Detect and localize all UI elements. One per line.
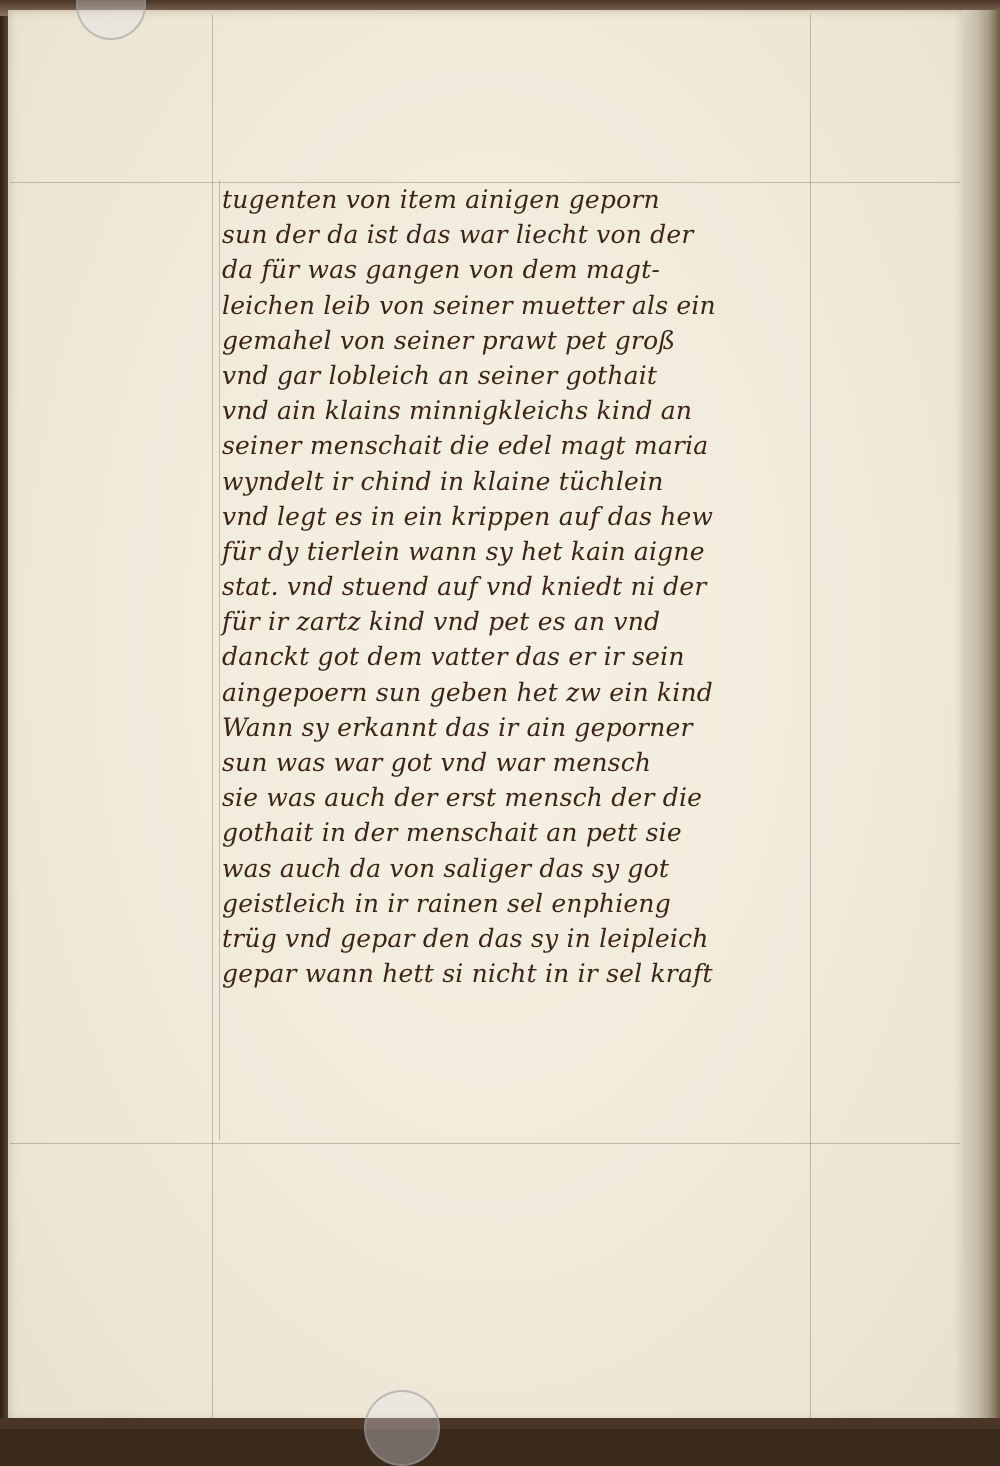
text-line: seiner menschait die edel magt maria	[222, 431, 709, 461]
ruling-left-outer	[212, 14, 213, 1418]
ruling-left-inner	[219, 180, 220, 1140]
text-line: sun was war got vnd war mensch	[222, 748, 652, 777]
text-line: sie was auch der erst mensch der die	[222, 783, 703, 813]
text-line: was auch da von saliger das sy got	[222, 853, 670, 883]
text-line: gepar wann hett si nicht in ir sel kraft	[222, 959, 713, 989]
page-stack-edge	[962, 10, 1000, 1422]
text-line: vnd gar lobleich an seiner gothait	[222, 360, 658, 390]
text-line: vnd ain klains minnigkleichs kind an	[222, 396, 693, 426]
page-clip-bottom	[364, 1390, 440, 1466]
text-line: für dy tierlein wann sy het kain aigne	[222, 536, 705, 566]
text-line: gemahel von seiner prawt pet groß	[222, 325, 676, 355]
text-line: da für was gangen von dem magt-	[222, 255, 661, 285]
text-line: tugenten von item ainigen geporn	[222, 185, 660, 214]
text-line: stat. vnd stuend auf vnd kniedt ni der	[222, 572, 707, 602]
text-line: trüg vnd gepar den das sy in leipleich	[222, 923, 709, 953]
text-line: wyndelt ir chind in klaine tüchlein	[222, 466, 664, 496]
text-line: leichen leib von seiner muetter als ein	[222, 290, 716, 320]
ruling-bottom	[10, 1143, 960, 1144]
text-line: danckt got dem vatter das er ir sein	[222, 642, 685, 672]
text-line: Wann sy erkannt das ir ain geporner	[222, 712, 693, 742]
text-line: gothait in der menschait an pett sie	[222, 818, 682, 848]
text-line: vnd legt es in ein krippen auf das hew	[222, 501, 714, 531]
text-line: aingepoern sun geben het zw ein kind	[222, 677, 713, 707]
text-line: für ir zartz kind vnd pet es an vnd	[222, 607, 661, 637]
manuscript-text	[222, 182, 862, 991]
text-line: sun der da ist das war liecht von der	[222, 220, 694, 250]
text-line: geistleich in ir rainen sel enphieng	[222, 888, 671, 918]
book-edge-bottom	[0, 1418, 1000, 1429]
